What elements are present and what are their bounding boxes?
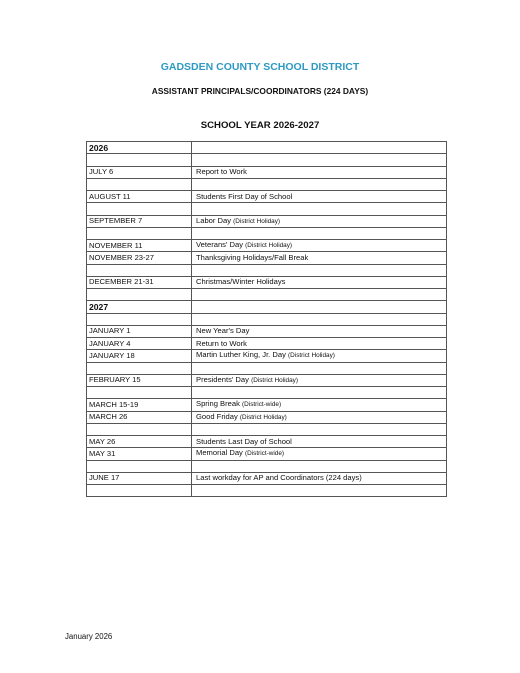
event-cell [192,264,447,276]
event-cell [192,191,447,203]
date-cell: AUGUST 11 [87,191,192,203]
calendar-row [87,276,447,288]
date-cell: MARCH 26 [87,411,192,423]
date-cell [87,154,192,166]
date-cell: JANUARY 18 [87,350,192,362]
calendar-row [87,362,447,374]
date-cell: MAY 26 [87,436,192,448]
date-cell: 2026 [87,142,192,154]
calendar-row [87,374,447,386]
event-cell [192,203,447,215]
footer-date: January 2026 [65,632,113,641]
calendar-table-body [87,142,447,497]
event-label: Report to Work [196,167,247,177]
event-cell [192,289,447,301]
calendar-table [86,141,447,497]
event-cell [192,472,447,484]
event-cell [192,460,447,472]
event-cell [192,142,447,154]
event-cell [192,154,447,166]
calendar-row [87,313,447,325]
calendar-row [87,472,447,484]
event-label: Labor Day [196,215,232,225]
event-label: Students First Day of School [196,191,293,201]
date-cell [87,227,192,239]
event-note: (District Holiday) [288,352,335,360]
event-cell [192,350,447,362]
date-cell: SEPTEMBER 7 [87,215,192,227]
calendar-row [87,264,447,276]
date-cell: NOVEMBER 23-27 [87,252,192,264]
event-cell [192,301,447,313]
document-subtitle: ASSISTANT PRINCIPALS/COORDINATORS (224 DAYS) [151,86,369,96]
date-cell: JANUARY 4 [87,338,192,350]
calendar-row [87,460,447,472]
event-cell [192,387,447,399]
event-label: Last workday for AP and Coordinators (224 days) [196,473,362,483]
date-cell: MARCH 15-19 [87,399,192,411]
calendar-row [87,289,447,301]
event-cell [192,166,447,178]
date-cell [87,485,192,497]
date-cell: FEBRUARY 15 [87,374,192,386]
date-cell [87,178,192,190]
event-cell [192,276,447,288]
event-note: (District Holiday) [233,217,281,225]
event-label: Thanksgiving Holidays/Fall Break [196,252,309,262]
event-cell [192,240,447,252]
event-cell [192,325,447,337]
date-cell: JUNE 17 [87,472,192,484]
event-label: Veterans' Day [196,240,244,250]
calendar-row [87,252,447,264]
event-cell [192,313,447,325]
event-label: Good Friday [196,411,238,421]
event-cell [192,362,447,374]
event-cell [192,374,447,386]
event-cell [192,227,447,239]
event-note: (District Holiday) [251,376,298,384]
date-cell: DECEMBER 21-31 [87,276,192,288]
calendar-row [87,423,447,435]
date-cell [87,313,192,325]
calendar-row [87,203,447,215]
date-cell [87,203,192,215]
calendar-row [87,215,447,227]
calendar-row [87,399,447,411]
event-cell [192,338,447,350]
event-cell [192,411,447,423]
event-cell [192,448,447,460]
calendar-row [87,227,447,239]
calendar-row [87,387,447,399]
event-note: (District Holiday) [245,242,293,250]
calendar-row [87,178,447,190]
calendar-row [87,191,447,203]
district-title: GADSDEN COUNTY SCHOOL DISTRICT [160,61,360,73]
calendar-row [87,338,447,350]
date-cell [87,423,192,435]
calendar-row [87,485,447,497]
event-cell [192,436,447,448]
event-cell [192,178,447,190]
event-cell [192,423,447,435]
event-label: Spring Break [196,399,240,409]
event-label: Return to Work [196,338,247,348]
event-cell [192,485,447,497]
event-label: Christmas/Winter Holidays [196,277,286,287]
date-cell [87,264,192,276]
calendar-row [87,350,447,362]
event-cell [192,399,447,411]
event-label: Students Last Day of School [196,436,292,446]
event-note: (District-wide) [244,450,285,458]
school-year-heading: SCHOOL YEAR 2026-2027 [200,120,320,131]
event-label: Martin Luther King, Jr. Day [196,350,286,360]
event-cell [192,215,447,227]
calendar-row [87,325,447,337]
date-cell [87,362,192,374]
event-label: Memorial Day [196,448,243,458]
calendar-row [87,448,447,460]
event-note: (District Holiday) [239,413,287,421]
calendar-row [87,166,447,178]
event-label: Presidents' Day [196,374,249,384]
event-cell [192,252,447,264]
event-label: New Year's Day [196,326,250,336]
date-cell [87,387,192,399]
calendar-row [87,436,447,448]
date-cell [87,289,192,301]
year-header-row [87,301,447,313]
date-cell [87,460,192,472]
date-cell: 2027 [87,301,192,313]
date-cell: NOVEMBER 11 [87,240,192,252]
date-cell: MAY 31 [87,448,192,460]
year-header-row [87,142,447,154]
calendar-row [87,411,447,423]
date-cell: JULY 6 [87,166,192,178]
calendar-row [87,240,447,252]
calendar-row [87,154,447,166]
date-cell: JANUARY 1 [87,325,192,337]
event-note: (District-wide) [242,401,282,409]
